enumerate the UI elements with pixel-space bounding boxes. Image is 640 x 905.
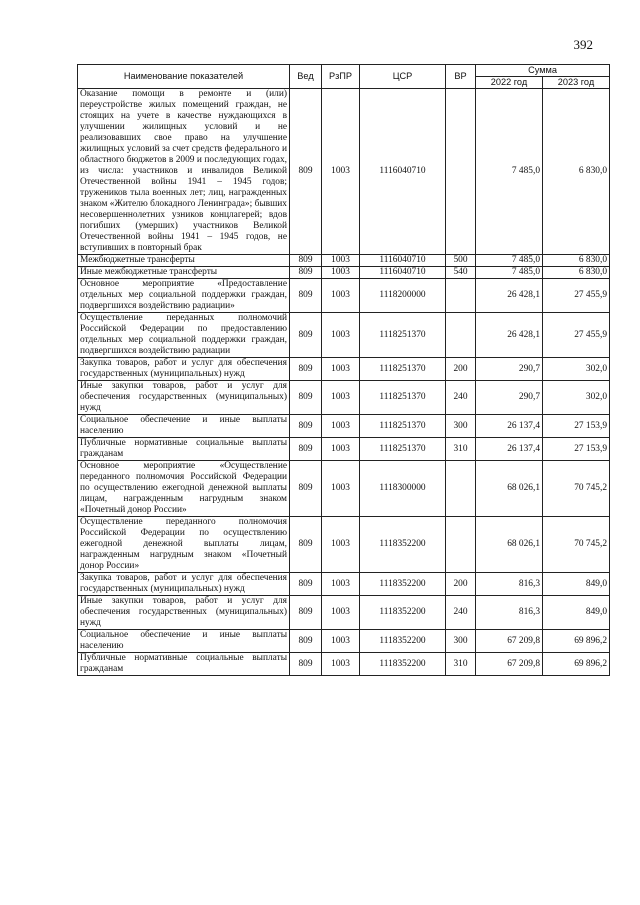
row-sum-2023: 69 896,2 [543, 630, 610, 653]
row-rzpr: 1003 [322, 573, 360, 596]
row-ved: 809 [290, 267, 322, 279]
row-sum-2023: 849,0 [543, 573, 610, 596]
row-sum-2022: 26 137,4 [476, 415, 543, 438]
row-ved: 809 [290, 381, 322, 415]
row-csr: 1116040710 [360, 267, 446, 279]
row-sum-2022: 7 485,0 [476, 89, 543, 255]
row-name: Закупка товаров, работ и услуг для обеспечения государственных (муниципальных) нужд [78, 358, 290, 381]
table-row [78, 573, 610, 596]
row-csr: 1118251370 [360, 415, 446, 438]
row-rzpr: 1003 [322, 653, 360, 676]
row-csr: 1116040710 [360, 255, 446, 267]
row-ved: 809 [290, 279, 322, 313]
row-vr: 500 [446, 255, 476, 267]
row-csr: 1118352200 [360, 517, 446, 573]
row-csr: 1118352200 [360, 573, 446, 596]
row-ved: 809 [290, 573, 322, 596]
row-vr [446, 517, 476, 573]
row-sum-2023: 27 153,9 [543, 438, 610, 461]
row-csr: 1118251370 [360, 313, 446, 358]
row-csr: 1118352200 [360, 653, 446, 676]
row-csr: 1118352200 [360, 630, 446, 653]
header-rzpr: РзПР [322, 65, 360, 89]
row-ved: 809 [290, 415, 322, 438]
row-ved: 809 [290, 313, 322, 358]
row-sum-2022: 68 026,1 [476, 517, 543, 573]
row-rzpr: 1003 [322, 255, 360, 267]
table-row [78, 517, 610, 573]
row-vr [446, 279, 476, 313]
row-vr: 300 [446, 630, 476, 653]
table-row [78, 653, 610, 676]
row-name: Межбюджетные трансферты [78, 255, 290, 267]
row-sum-2023: 6 830,0 [543, 255, 610, 267]
row-rzpr: 1003 [322, 313, 360, 358]
page-number: 392 [573, 37, 593, 52]
row-name: Осуществление переданного полномочия Российской Федерации по осуществлению ежегодной денежной выплаты лицам, награжденным нагрудным знаком «Почетный донор России» [78, 517, 290, 573]
row-rzpr: 1003 [322, 596, 360, 630]
row-sum-2023: 70 745,2 [543, 461, 610, 517]
header-csr: ЦСР [360, 65, 446, 89]
row-sum-2022: 67 209,8 [476, 653, 543, 676]
table-row [78, 89, 610, 255]
row-ved: 809 [290, 255, 322, 267]
row-name: Иные межбюджетные трансферты [78, 267, 290, 279]
row-vr [446, 89, 476, 255]
row-rzpr: 1003 [322, 279, 360, 313]
row-name: Закупка товаров, работ и услуг для обеспечения государственных (муниципальных) нужд [78, 573, 290, 596]
row-rzpr: 1003 [322, 517, 360, 573]
row-rzpr: 1003 [322, 630, 360, 653]
row-name: Иные закупки товаров, работ и услуг для обеспечения государственных (муниципальных) нужд [78, 381, 290, 415]
header-year-2023: 2023 год [543, 77, 610, 89]
row-csr: 1118300000 [360, 461, 446, 517]
table-row [78, 596, 610, 630]
row-sum-2023: 6 830,0 [543, 89, 610, 255]
table-row [78, 415, 610, 438]
row-sum-2022: 68 026,1 [476, 461, 543, 517]
row-sum-2022: 26 428,1 [476, 313, 543, 358]
table-row [78, 461, 610, 517]
table-row [78, 255, 610, 267]
row-vr: 300 [446, 415, 476, 438]
row-vr: 240 [446, 381, 476, 415]
row-vr: 310 [446, 653, 476, 676]
row-sum-2022: 67 209,8 [476, 630, 543, 653]
row-ved: 809 [290, 438, 322, 461]
row-name: Социальное обеспечение и иные выплаты населению [78, 415, 290, 438]
row-ved: 809 [290, 358, 322, 381]
row-ved: 809 [290, 517, 322, 573]
row-name: Основное мероприятие «Осуществление переданного полномочия Российской Федерации по осуществлению ежегодной денежной выплаты лицам, награжденным нагрудным знаком «Почетный донор России» [78, 461, 290, 517]
budget-table [77, 64, 610, 676]
row-name: Основное мероприятие «Предоставление отдельных мер социальной поддержки граждан, подвергшихся воздействию радиации» [78, 279, 290, 313]
row-sum-2022: 7 485,0 [476, 267, 543, 279]
table-body [78, 89, 610, 676]
row-sum-2022: 26 428,1 [476, 279, 543, 313]
row-vr: 200 [446, 358, 476, 381]
row-sum-2023: 69 896,2 [543, 653, 610, 676]
table-row [78, 438, 610, 461]
table-row [78, 313, 610, 358]
row-csr: 1118251370 [360, 381, 446, 415]
table-row [78, 630, 610, 653]
row-sum-2023: 27 455,9 [543, 313, 610, 358]
row-sum-2023: 27 455,9 [543, 279, 610, 313]
row-vr: 310 [446, 438, 476, 461]
header-name: Наименование показателей [78, 65, 290, 89]
row-rzpr: 1003 [322, 267, 360, 279]
row-vr [446, 313, 476, 358]
header-ved: Вед [290, 65, 322, 89]
row-rzpr: 1003 [322, 415, 360, 438]
row-sum-2023: 302,0 [543, 358, 610, 381]
table-row [78, 381, 610, 415]
table-row [78, 279, 610, 313]
row-sum-2022: 290,7 [476, 381, 543, 415]
row-csr: 1118200000 [360, 279, 446, 313]
header-vr: ВР [446, 65, 476, 89]
row-name: Социальное обеспечение и иные выплаты населению [78, 630, 290, 653]
header-sum: Сумма [476, 65, 610, 77]
row-vr [446, 461, 476, 517]
row-csr: 1118251370 [360, 438, 446, 461]
row-sum-2023: 302,0 [543, 381, 610, 415]
row-ved: 809 [290, 461, 322, 517]
header-year-2022: 2022 год [476, 77, 543, 89]
row-name: Иные закупки товаров, работ и услуг для обеспечения государственных (муниципальных) нужд [78, 596, 290, 630]
row-ved: 809 [290, 89, 322, 255]
row-name: Осуществление переданных полномочий Российской Федерации по предоставлению отдельных мер социальной поддержки граждан, подвергшихся воздействию радиации [78, 313, 290, 358]
row-sum-2022: 26 137,4 [476, 438, 543, 461]
row-sum-2023: 70 745,2 [543, 517, 610, 573]
row-rzpr: 1003 [322, 89, 360, 255]
row-csr: 1118251370 [360, 358, 446, 381]
row-sum-2023: 27 153,9 [543, 415, 610, 438]
row-sum-2022: 816,3 [476, 573, 543, 596]
row-sum-2022: 816,3 [476, 596, 543, 630]
row-rzpr: 1003 [322, 358, 360, 381]
row-rzpr: 1003 [322, 461, 360, 517]
row-sum-2022: 290,7 [476, 358, 543, 381]
row-vr: 200 [446, 573, 476, 596]
row-vr: 540 [446, 267, 476, 279]
table-row [78, 267, 610, 279]
row-name: Публичные нормативные социальные выплаты гражданам [78, 438, 290, 461]
row-rzpr: 1003 [322, 438, 360, 461]
row-name: Публичные нормативные социальные выплаты гражданам [78, 653, 290, 676]
row-csr: 1116040710 [360, 89, 446, 255]
table-row [78, 358, 610, 381]
row-csr: 1118352200 [360, 596, 446, 630]
row-name: Оказание помощи в ремонте и (или) переустройстве жилых помещений граждан, не стоящих на учете в качестве нуждающихся в улучшении жилищных условий и не реализовавших свое право на улучшение жилищных условий за счет средств федерального и областного бюджетов в 2009 и последующих годах, из числа: участников и инвалидов Великой Отечественной войны 1941 – 1945 годов; тружеников тыла военных лет; лиц, награжденных знаком «Жителю блокадного Ленинграда»; бывших несовершеннолетних узников концлагерей; вдов погибших (умерших) участников Великой Отечественной войны 1941 – 1945 годов, не вступивших в повторный брак [78, 89, 290, 255]
row-ved: 809 [290, 630, 322, 653]
row-ved: 809 [290, 653, 322, 676]
row-ved: 809 [290, 596, 322, 630]
table-header [78, 65, 610, 89]
row-vr: 240 [446, 596, 476, 630]
row-sum-2023: 6 830,0 [543, 267, 610, 279]
row-sum-2023: 849,0 [543, 596, 610, 630]
row-sum-2022: 7 485,0 [476, 255, 543, 267]
row-rzpr: 1003 [322, 381, 360, 415]
